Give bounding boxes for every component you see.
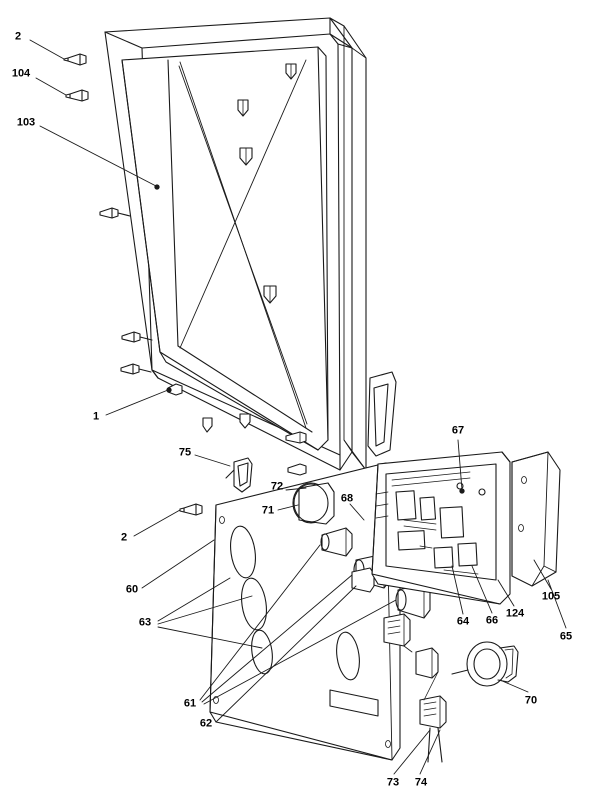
callout-103: 103	[16, 116, 36, 129]
callout-71: 71	[261, 504, 275, 517]
callout-64: 64	[456, 615, 470, 628]
callout-74: 74	[414, 776, 428, 789]
handle-bracket	[368, 372, 396, 456]
callout-62: 62	[199, 717, 213, 730]
callout-60: 60	[125, 583, 139, 596]
callout-2-lower: 2	[120, 531, 128, 544]
clip-75	[226, 458, 252, 492]
screw-lower-left	[180, 504, 202, 515]
callout-66: 66	[485, 614, 499, 627]
callout-68: 68	[340, 492, 354, 505]
heating-coil	[452, 642, 518, 686]
callout-65: 65	[559, 630, 573, 643]
callout-104: 104	[11, 67, 31, 80]
door-window-pane	[122, 47, 328, 450]
blower-assembly	[293, 483, 334, 524]
callout-105: 105	[541, 590, 561, 603]
callout-2-top: 2	[14, 30, 22, 43]
callout-67: 67	[451, 424, 465, 437]
callout-72: 72	[270, 480, 284, 493]
callout-73: 73	[386, 776, 400, 789]
callout-63: 63	[138, 616, 152, 629]
callout-70: 70	[524, 694, 538, 707]
callout-124: 124	[505, 607, 525, 620]
callout-75: 75	[178, 446, 192, 459]
side-cover-panel	[512, 452, 560, 586]
callout-1: 1	[92, 410, 100, 423]
callout-61: 61	[183, 697, 197, 710]
